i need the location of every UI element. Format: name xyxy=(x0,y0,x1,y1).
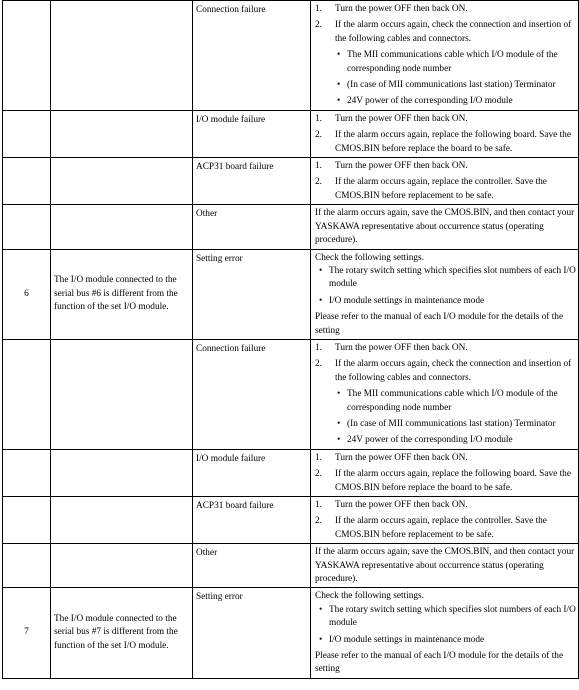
table-row xyxy=(3,1,579,111)
bullet-icon: • xyxy=(337,80,341,91)
cause-cell: I/O module failure xyxy=(193,110,311,157)
remedy-cell xyxy=(311,249,579,339)
alarm-description-cell xyxy=(51,544,193,588)
numbered-step xyxy=(315,499,576,512)
step-text: If the alarm occurs again, replace the following board. Save the CMOS.BIN before replace the board to be safe. xyxy=(335,469,571,493)
cause-cell: Connection failure xyxy=(193,339,311,449)
remedy-cell xyxy=(311,544,579,588)
numbered-step xyxy=(315,452,576,465)
step-text: If the alarm occurs again, check the connection and insertion of the following cables and connectors. xyxy=(335,359,572,383)
alarm-table xyxy=(2,0,579,679)
step-number: 1. xyxy=(315,4,322,14)
bullet-item xyxy=(315,79,576,92)
bullet-icon: • xyxy=(337,50,341,61)
step-text: Turn the power OFF then back ON. xyxy=(335,342,468,353)
bullet-text: The MII communications cable which I/O module of the corresponding node number xyxy=(347,389,558,413)
bullet-text: 24V power of the corresponding I/O module xyxy=(347,96,513,107)
remedy-cell xyxy=(311,158,579,205)
alarm-table-body xyxy=(3,1,579,679)
remedy-cell xyxy=(311,339,579,449)
table-row xyxy=(3,588,579,678)
table-row xyxy=(3,205,579,249)
remedy-outro: Please refer to the manual of each I/O module for the details of the setting xyxy=(315,651,564,675)
bullet-icon: • xyxy=(337,389,341,400)
alarm-description-cell xyxy=(51,110,193,157)
numbered-step xyxy=(315,342,576,355)
alarm-number-cell xyxy=(3,205,51,249)
cause-cell: ACP31 board failure xyxy=(193,497,311,544)
remedy-text: If the alarm occurs again, save the CMOS.BIN, and then contact your YASKAWA representative about occurrence status (operating procedure). xyxy=(315,547,575,585)
remedy-cell xyxy=(311,1,579,111)
table-row xyxy=(3,158,579,205)
bullet-icon: • xyxy=(337,435,341,446)
numbered-step xyxy=(315,129,576,156)
numbered-step xyxy=(315,176,576,203)
cause-cell: ACP31 board failure xyxy=(193,158,311,205)
bullet-text: (In case of MII communications last station) Terminator xyxy=(347,418,556,429)
step-text: If the alarm occurs again, replace the controller. Save the CMOS.BIN before replacement to be safe. xyxy=(335,177,547,201)
remedy-cell xyxy=(311,497,579,544)
cause-cell: Other xyxy=(193,544,311,588)
bullet-item xyxy=(315,418,576,431)
step-number: 2. xyxy=(315,469,322,480)
bullet-text: (In case of MII communications last station) Terminator xyxy=(347,80,556,91)
bullet-icon: • xyxy=(337,96,341,107)
numbered-step xyxy=(315,515,576,542)
step-text: Turn the power OFF then back ON. xyxy=(335,161,468,172)
cause-cell: Setting error xyxy=(193,249,311,339)
bullet-text: The MII communications cable which I/O module of the corresponding node number xyxy=(347,50,558,74)
bullet-icon: • xyxy=(319,634,323,645)
bullet-item xyxy=(315,295,576,308)
step-number: 1. xyxy=(315,161,322,172)
bullet-text: The rotary switch setting which specifies slot numbers of each I/O module xyxy=(329,265,576,290)
step-number: 1. xyxy=(315,113,322,124)
step-number: 2. xyxy=(315,516,322,527)
alarm-number-cell: 7 xyxy=(3,588,51,678)
step-number: 2. xyxy=(315,20,322,31)
bullet-text: I/O module settings in maintenance mode xyxy=(329,634,485,645)
alarm-description-cell: The I/O module connected to the serial bus #6 is different from the function of the set I/O module. xyxy=(51,249,193,339)
table-row xyxy=(3,339,579,449)
bullet-item xyxy=(315,265,576,292)
cause-cell: I/O module failure xyxy=(193,449,311,496)
step-text: If the alarm occurs again, replace the following board. Save the CMOS.BIN before replace the board to be safe. xyxy=(335,130,571,154)
remedy-intro: Check the following settings. xyxy=(315,252,424,263)
alarm-number-cell xyxy=(3,158,51,205)
cause-cell: Connection failure xyxy=(193,1,311,111)
bullet-item xyxy=(315,49,576,76)
bullet-item xyxy=(315,388,576,415)
bullet-item xyxy=(315,634,576,647)
numbered-step xyxy=(315,19,576,46)
step-text: Turn the power OFF then back ON. xyxy=(335,113,468,124)
bullet-text: 24V power of the corresponding I/O module xyxy=(347,435,513,446)
alarm-number-cell xyxy=(3,110,51,157)
cause-cell: Other xyxy=(193,205,311,249)
step-number: 1. xyxy=(315,452,322,463)
bullet-text: The rotary switch setting which specifies slot numbers of each I/O module xyxy=(329,604,576,629)
alarm-description-cell xyxy=(51,339,193,449)
alarm-description-cell xyxy=(51,449,193,496)
step-number: 1. xyxy=(315,500,322,510)
table-row xyxy=(3,544,579,588)
bullet-item xyxy=(315,604,576,631)
bullet-icon: • xyxy=(319,604,323,615)
step-text: If the alarm occurs again, check the connection and insertion of the following cables and connectors. xyxy=(335,20,572,44)
alarm-number-cell xyxy=(3,449,51,496)
table-row xyxy=(3,110,579,157)
alarm-number-cell xyxy=(3,339,51,449)
alarm-number-cell xyxy=(3,497,51,544)
alarm-description-cell xyxy=(51,205,193,249)
remedy-text: If the alarm occurs again, save the CMOS.BIN, and then contact your YASKAWA representative about occurrence status (operating procedure). xyxy=(315,208,575,246)
table-row xyxy=(3,449,579,496)
step-number: 2. xyxy=(315,359,322,370)
bullet-item xyxy=(315,434,576,447)
step-text: Turn the power OFF then back ON. xyxy=(335,500,468,510)
alarm-description-cell xyxy=(51,497,193,544)
alarm-number-cell: 6 xyxy=(3,249,51,339)
remedy-intro: Check the following settings. xyxy=(315,591,424,602)
alarm-number-cell xyxy=(3,544,51,588)
alarm-description-cell xyxy=(51,1,193,111)
remedy-cell xyxy=(311,588,579,678)
numbered-step xyxy=(315,3,576,16)
bullet-icon: • xyxy=(319,265,323,276)
step-text: Turn the power OFF then back ON. xyxy=(335,452,468,463)
remedy-cell xyxy=(311,110,579,157)
remedy-cell xyxy=(311,205,579,249)
step-number: 2. xyxy=(315,130,322,141)
alarm-description-cell: The I/O module connected to the serial bus #7 is different from the function of the set I/O module. xyxy=(51,588,193,678)
numbered-step xyxy=(315,160,576,173)
bullet-item xyxy=(315,95,576,108)
alarm-number-cell xyxy=(3,1,51,111)
remedy-outro: Please refer to the manual of each I/O module for the details of the setting xyxy=(315,312,564,336)
numbered-step xyxy=(315,358,576,385)
step-text: If the alarm occurs again, replace the controller. Save the CMOS.BIN before replacement to be safe. xyxy=(335,516,547,540)
numbered-step xyxy=(315,113,576,126)
step-text: Turn the power OFF then back ON. xyxy=(335,4,468,14)
bullet-icon: • xyxy=(337,418,341,429)
table-row xyxy=(3,249,579,339)
bullet-text: I/O module settings in maintenance mode xyxy=(329,295,485,306)
numbered-step xyxy=(315,468,576,495)
step-number: 2. xyxy=(315,177,322,188)
alarm-description-cell xyxy=(51,158,193,205)
table-row xyxy=(3,497,579,544)
remedy-cell xyxy=(311,449,579,496)
cause-cell: Setting error xyxy=(193,588,311,678)
step-number: 1. xyxy=(315,342,322,353)
bullet-icon: • xyxy=(319,295,323,306)
